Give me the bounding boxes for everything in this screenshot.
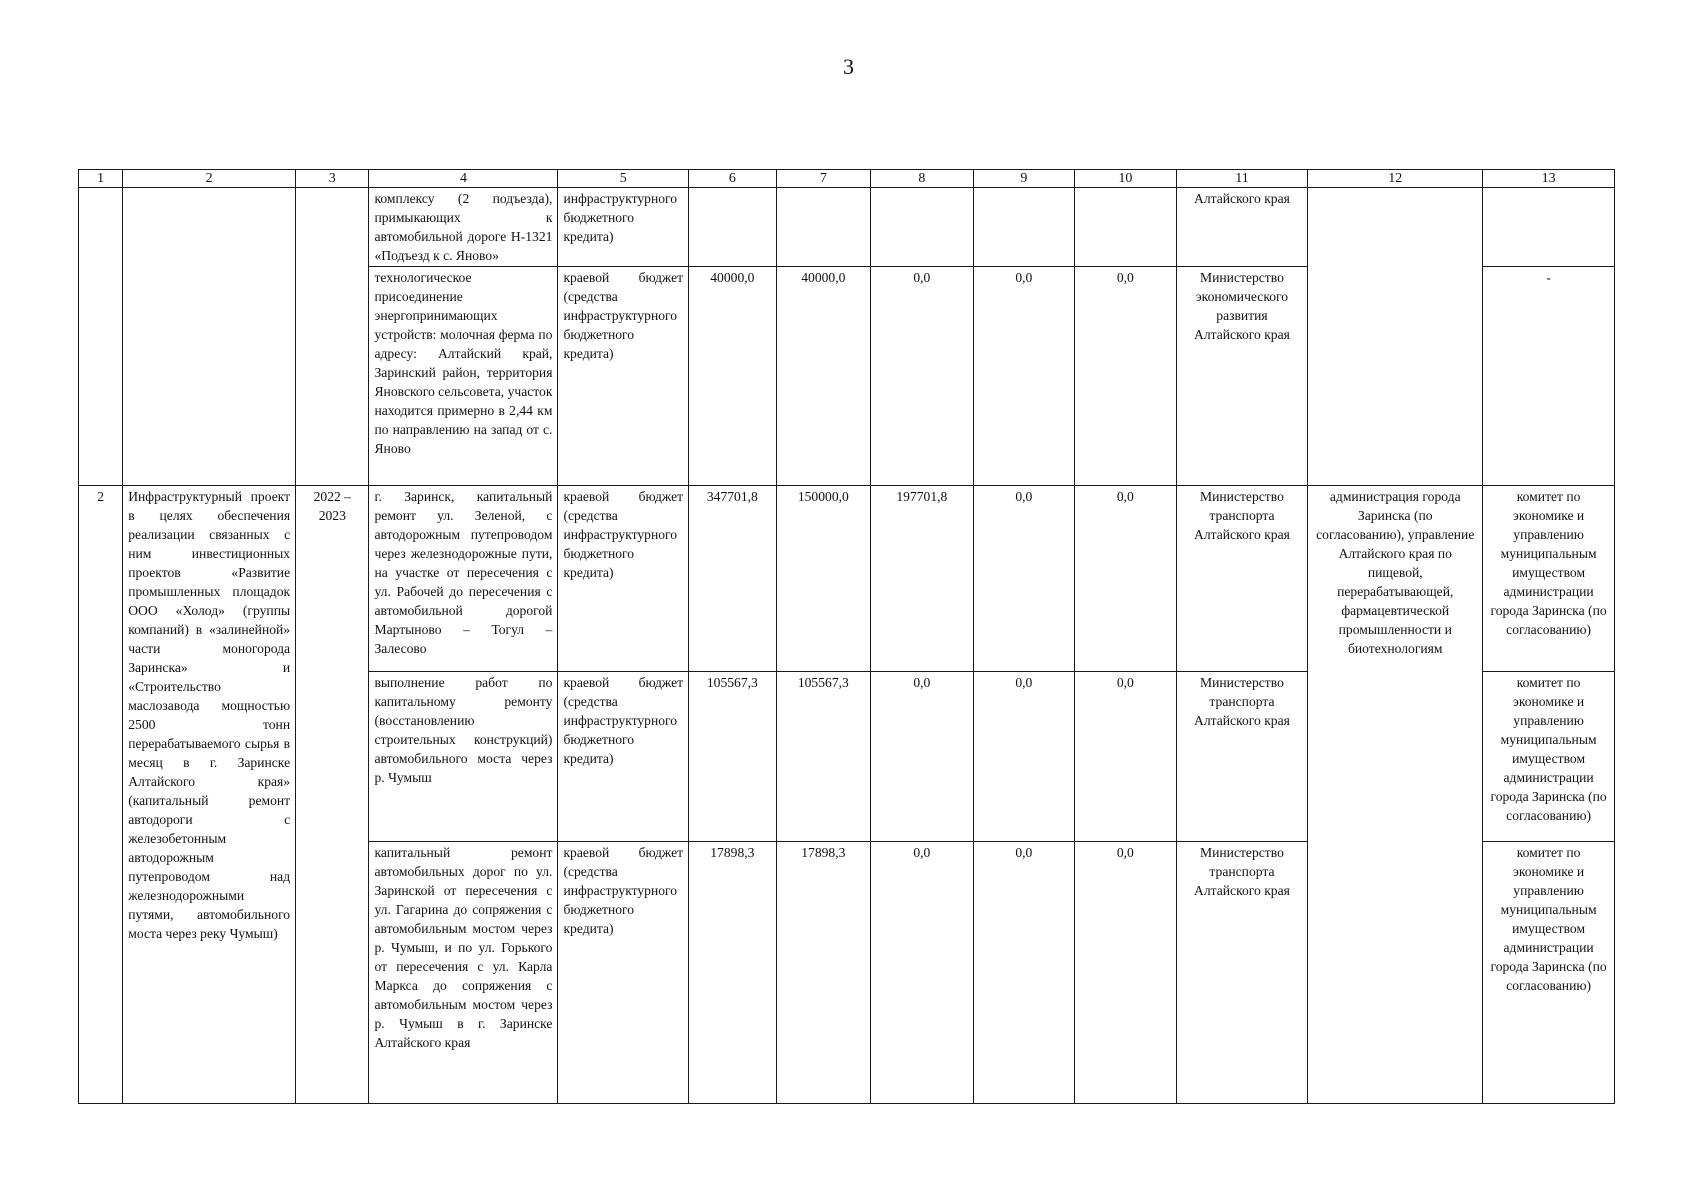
header-cell: 2 bbox=[123, 170, 296, 188]
amount-cell: 0,0 bbox=[1075, 486, 1177, 672]
row-number-cell: 2 bbox=[79, 486, 123, 1104]
project-cell bbox=[123, 188, 296, 486]
amount-cell bbox=[871, 188, 974, 267]
table-row bbox=[79, 486, 1615, 672]
funding-source-cell: краевой бюджет (средства инфраструктурного бюджетного кредита) bbox=[558, 842, 689, 1104]
object-cell: капитальный ремонт автомобильных дорог по ул. Заринской от пересечения с ул. Гагарина до сопряжения с автомобильным мостом через р. Чумыш, и по ул. Горького от пересечения с ул. Карла Маркса до сопряжения с автомобильным мостом через р. Чумыш в г. Заринске Алтайского края bbox=[369, 842, 558, 1104]
header-cell: 6 bbox=[689, 170, 776, 188]
header-cell: 12 bbox=[1308, 170, 1483, 188]
object-cell: г. Заринск, капитальный ремонт ул. Зеленой, с автодорожным путепроводом через железнодорожные пути, на участке от пересечения с ул. Рабочей до пересечения с автомобильной дорогой Мартыново – Тогул – Залесово bbox=[369, 486, 558, 672]
amount-cell: 0,0 bbox=[871, 267, 974, 486]
header-cell: 7 bbox=[776, 170, 870, 188]
table-row-continuation bbox=[79, 188, 1615, 267]
municipal-cell bbox=[1483, 188, 1615, 267]
amount-cell: 17898,3 bbox=[776, 842, 870, 1104]
responsible-cell: Министерство экономического развития Алтайского края bbox=[1176, 267, 1308, 486]
object-cell: комплексу (2 подъезда), примыкающих к автомобильной дороге Н-1321 «Подъезд к с. Яново» bbox=[369, 188, 558, 267]
responsible-cell: Министерство транспорта Алтайского края bbox=[1176, 672, 1308, 842]
period-cell: 2022 – 2023 bbox=[296, 486, 369, 1104]
budget-table bbox=[78, 169, 1615, 1104]
amount-cell: 0,0 bbox=[1075, 842, 1177, 1104]
amount-cell: 0,0 bbox=[1075, 267, 1177, 486]
amount-cell: 0,0 bbox=[973, 672, 1075, 842]
amount-cell bbox=[776, 188, 870, 267]
header-cell: 5 bbox=[558, 170, 689, 188]
municipal-cell: комитет по экономике и управлению муниципальным имуществом администрации города Заринска (по согласованию) bbox=[1483, 842, 1615, 1104]
header-cell: 1 bbox=[79, 170, 123, 188]
header-cell: 13 bbox=[1483, 170, 1615, 188]
amount-total-cell: 347701,8 bbox=[689, 486, 776, 672]
amount-total-cell: 40000,0 bbox=[689, 267, 776, 486]
amount-cell: 0,0 bbox=[871, 842, 974, 1104]
amount-cell bbox=[973, 188, 1075, 267]
period-cell bbox=[296, 188, 369, 486]
amount-cell: 197701,8 bbox=[871, 486, 974, 672]
responsible-cell: Министерство транспорта Алтайского края bbox=[1176, 486, 1308, 672]
amount-cell: 40000,0 bbox=[776, 267, 870, 486]
responsible-cell: Алтайского края bbox=[1176, 188, 1308, 267]
funding-source-cell: краевой бюджет (средства инфраструктурного бюджетного кредита) bbox=[558, 672, 689, 842]
funding-source-cell: краевой бюджет (средства инфраструктурного бюджетного кредита) bbox=[558, 267, 689, 486]
object-cell: технологическое присоединение энергопринимающих устройств: молочная ферма по адресу: Алтайский край, Заринский район, территория Яновского сельсовета, участок находится примерно в 2,44 км по направлению на запад от с. Яново bbox=[369, 267, 558, 486]
amount-cell: 105567,3 bbox=[776, 672, 870, 842]
row-number-cell bbox=[79, 188, 123, 486]
header-cell: 9 bbox=[973, 170, 1075, 188]
header-cell: 3 bbox=[296, 170, 369, 188]
amount-cell: 0,0 bbox=[871, 672, 974, 842]
municipal-cell: - bbox=[1483, 267, 1615, 486]
header-cell: 11 bbox=[1176, 170, 1308, 188]
amount-cell bbox=[1075, 188, 1177, 267]
header-cell: 8 bbox=[871, 170, 974, 188]
amount-cell: 0,0 bbox=[973, 486, 1075, 672]
funding-source-cell: инфраструктурного бюджетного кредита) bbox=[558, 188, 689, 267]
header-cell: 10 bbox=[1075, 170, 1177, 188]
column-number-row bbox=[79, 170, 1615, 188]
page-number: 3 bbox=[843, 54, 854, 79]
funding-source-cell: краевой бюджет (средства инфраструктурного бюджетного кредита) bbox=[558, 486, 689, 672]
header-cell: 4 bbox=[369, 170, 558, 188]
coexecutor-cell bbox=[1308, 188, 1483, 486]
amount-total-cell: 105567,3 bbox=[689, 672, 776, 842]
amount-cell: 150000,0 bbox=[776, 486, 870, 672]
municipal-cell: комитет по экономике и управлению муниципальным имуществом администрации города Заринска (по согласованию) bbox=[1483, 672, 1615, 842]
amount-cell: 0,0 bbox=[973, 267, 1075, 486]
object-cell: выполнение работ по капитальному ремонту (восстановлению строительных конструкций) автомобильного моста через р. Чумыш bbox=[369, 672, 558, 842]
responsible-cell: Министерство транспорта Алтайского края bbox=[1176, 842, 1308, 1104]
project-cell: Инфраструктурный проект в целях обеспечения реализации связанных с ним инвестиционных проектов «Развитие промышленных площадок ООО «Холод» (группы компаний) в «залинейной» части моногорода Заринска» и «Строительство маслозавода мощностью 2500 тонн перерабатываемого сырья в месяц в г. Заринске Алтайского края» (капитальный ремонт автодороги с железобетонным автодорожным путепроводом над железнодорожными путями, автомобильного моста через реку Чумыш) bbox=[123, 486, 296, 1104]
amount-total-cell bbox=[689, 188, 776, 267]
municipal-cell: комитет по экономике и управлению муниципальным имуществом администрации города Заринска (по согласованию) bbox=[1483, 486, 1615, 672]
amount-cell: 0,0 bbox=[973, 842, 1075, 1104]
coexecutor-cell: администрация города Заринска (по согласованию), управление Алтайского края по пищевой, перерабатывающей, фармацевтической промышленности и биотехнологиям bbox=[1308, 486, 1483, 1104]
amount-total-cell: 17898,3 bbox=[689, 842, 776, 1104]
amount-cell: 0,0 bbox=[1075, 672, 1177, 842]
